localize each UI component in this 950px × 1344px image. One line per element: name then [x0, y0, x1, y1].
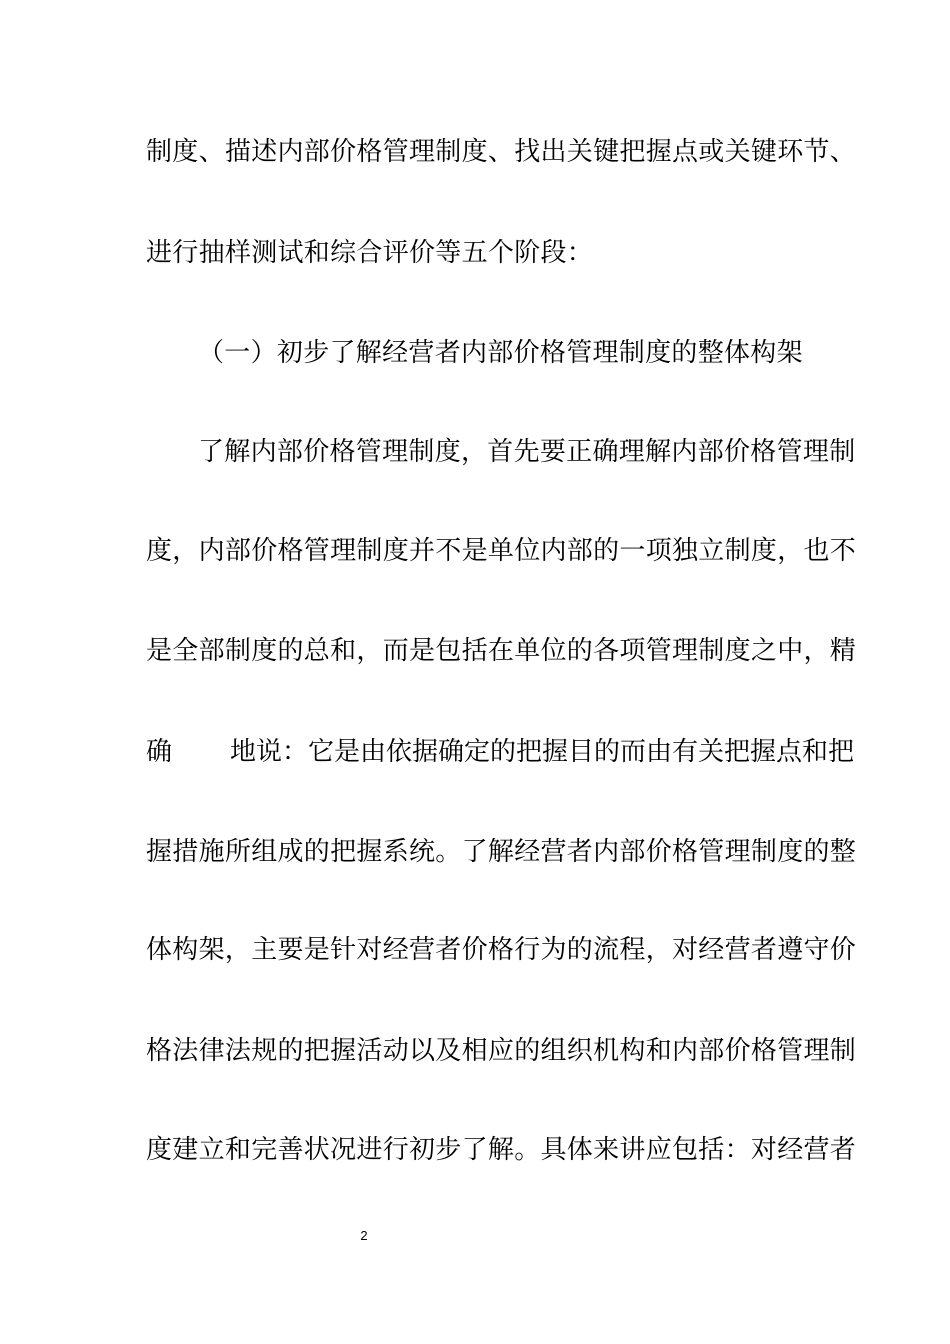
paragraph-line-3: 是全部制度的总和，而是包括在单位的各项管理制度之中，精 [146, 636, 857, 666]
paragraph-line-2: 度，内部价格管理制度并不是单位内部的一项独立制度，也不 [146, 536, 857, 566]
text-line-1: 制度、描述内部价格管理制度、找出关键把握点或关键环节、 [146, 137, 857, 167]
paragraph-line-7: 格法律法规的把握活动以及相应的组织机构和内部价格管理制 [146, 1036, 857, 1066]
section-heading: （一）初步了解经营者内部价格管理制度的整体构架 [198, 338, 803, 368]
paragraph-line-8: 度建立和完善状况进行初步了解。具体来讲应包括：对经营者 [146, 1135, 857, 1165]
paragraph-line-1: 了解内部价格管理制度，首先要正确理解内部价格管理制 [198, 437, 856, 467]
page-number: 2 [360, 1228, 368, 1243]
paragraph-line-5: 握措施所组成的把握系统。了解经营者内部价格管理制度的整 [146, 837, 857, 867]
paragraph-line-4-rest: 地说：它是由依据确定的把握目的而由有关把握点和把 [230, 737, 855, 767]
paragraph-line-6: 体构架，主要是针对经营者价格行为的流程，对经营者遵守价 [146, 935, 857, 965]
paragraph-line-4-start: 确 [146, 737, 173, 767]
text-line-2: 进行抽样测试和综合评价等五个阶段： [146, 238, 594, 268]
